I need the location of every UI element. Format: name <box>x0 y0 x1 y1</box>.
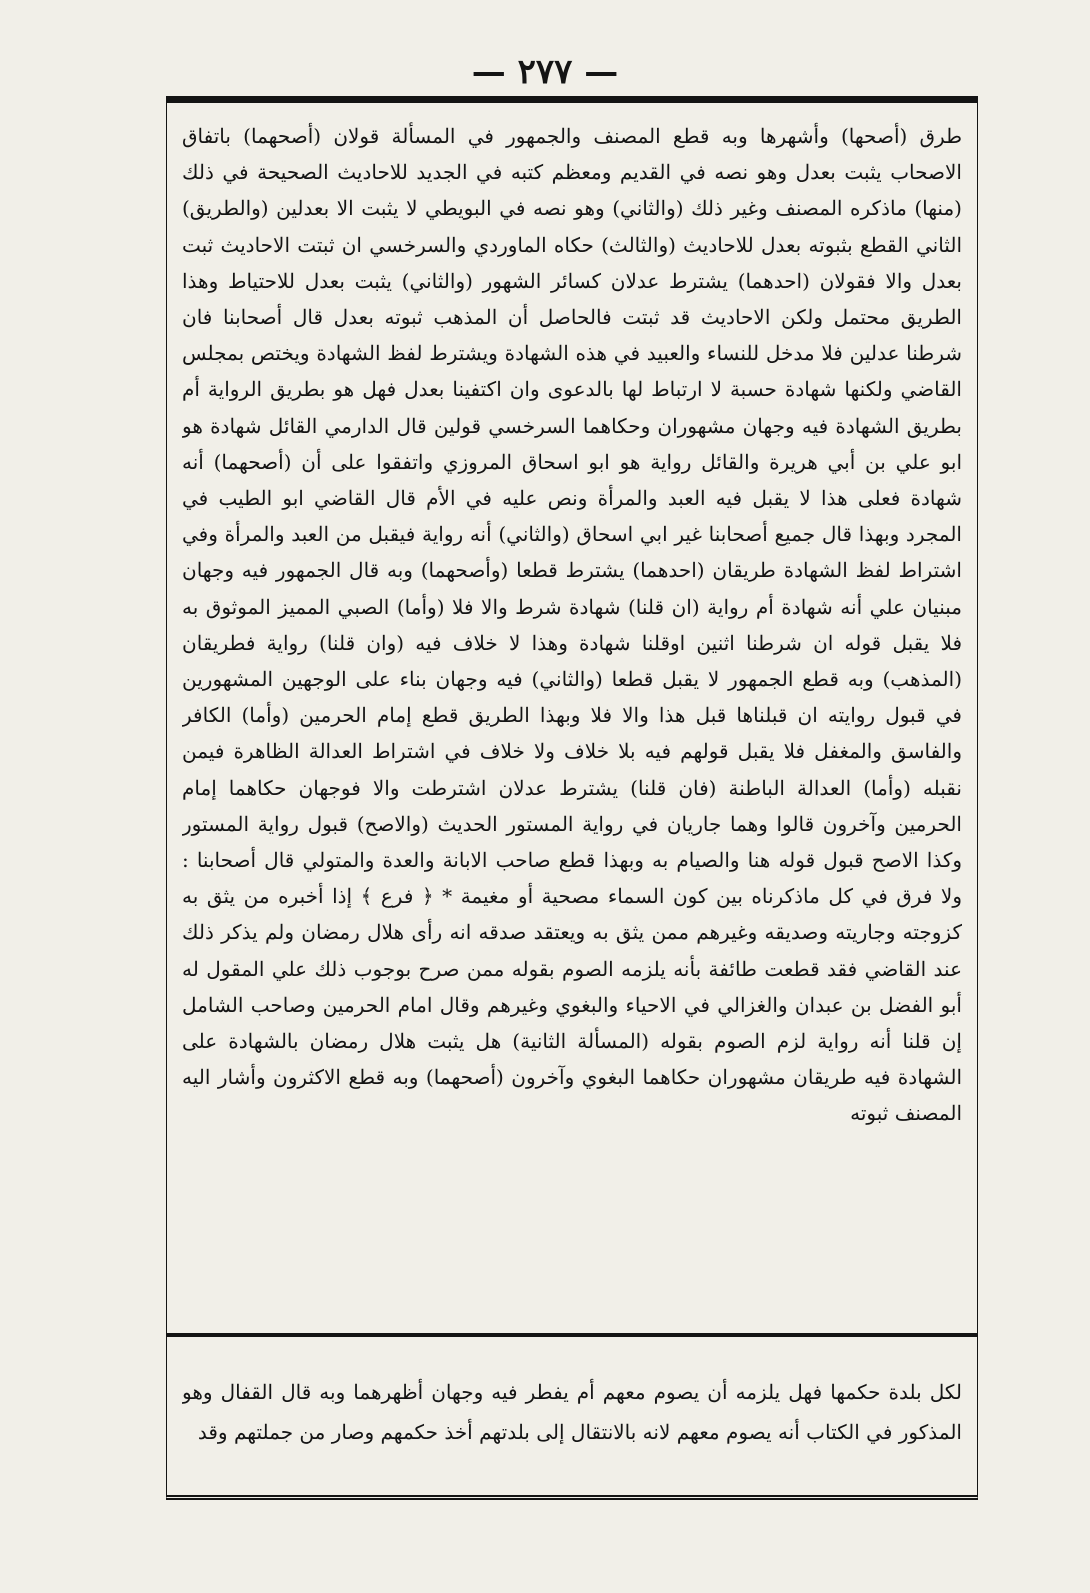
footnote-body: لكل بلدة حكمها فهل يلزمه أن يصوم معهم أم يفطر فيه وجهان أظهرهما وبه قال القفال وهو المذكور في الكتاب أنه يصوم معهم لانه بالانتقال إلى بلدتهم أخذ حكمهم وصار من جملتهم وقد <box>182 1380 962 1444</box>
footnote <box>182 1352 962 1462</box>
page-number: — ٢٧٧ — <box>471 52 619 92</box>
main-text-body: طرق (أصحها) وأشهرها وبه قطع المصنف والجمهور في المسألة قولان (أصحهما) باتفاق الاصحاب يثبت بعدل وهو نصه في القديم ومعظم كتبه في الجديد للاحاديث الصحيحة في ذلك (منها) ماذكره المصنف وغير ذلك (والثاني) وهو نصه في البويطي لا يثبت الا بعدلين (والطريق) الثاني القطع بثبوته بعدل للاحاديث (والثالث) حكاه الماوردي والسرخسي ان ثبتت الاحاديث ثبت بعدل والا فقولان (احدهما) يشترط عدلان كسائر الشهور (والثاني) يثبت بعدل للاحتياط وهذا الطريق محتمل ولكن الاحاديث قد ثبتت فالحاصل أن المذهب ثبوته بعدل قال أصحابنا فان شرطنا عدلين فلا مدخل للنساء والعبيد في هذه الشهادة ويشترط لفظ الشهادة ويختص بمجلس القاضي ولكنها شهادة حسبة لا ارتباط لها بالدعوى وان اكتفينا بعدل فهل هو بطريق الرواية أم بطريق الشهادة فيه وجهان مشهوران وحكاهما السرخسي قولين قال الدارمي القائل شهادة هو ابو علي بن أبي هريرة والقائل رواية هو ابو اسحاق المروزي واتفقوا على أن (أصحهما) أنه شهادة فعلى هذا لا يقبل فيه العبد والمرأة ونص عليه في الأم قال القاضي ابو الطيب في المجرد وبهذا قال جميع أصحابنا غير ابي اسحاق (والثاني) أنه رواية فيقبل من العبد والمرأة وفي اشتراط لفظ الشهادة طريقان (احدهما) يشترط قطعا (وأصحهما) وبه قال الجمهور فيه وجهان مبنيان علي أنه شهادة أم رواية (ان قلنا) شهادة شرط والا فلا (وأما) الصبي المميز الموثوق به فلا يقبل قوله ان شرطنا اثنين اوقلنا شهادة وهذا لا خلاف فيه (وان قلنا) رواية فطريقان (المذهب) وبه قطع الجمهور لا يقبل قطعا (والثاني) فيه وجهان بناء على الوجهين المشهورين في قبول روايته ان قبلناها قبل هذا والا فلا وبهذا الطريق قطع إمام الحرمين (وأما) الكافر والفاسق والمغفل فلا يقبل قولهم فيه بلا خلاف ولا خلاف في اشتراط العدالة الظاهرة فيمن نقبله (وأما) العدالة الباطنة (فان قلنا) يشترط عدلان اشترطت والا فوجهان حكاهما إمام الحرمين وآخرون قالوا وهما جاريان في رواية المستور الحديث (والاصح) قبول رواية المستور وكذا الاصح قبول قوله هنا والصيام به وبهذا قطع صاحب الابانة والعدة والمتولي قال أصحابنا : ولا فرق في كل ماذكرناه بين كون السماء مصحية أو مغيمة * ﴿ فرع ﴾ إذا أخبره من يثق به كزوجته وجاريته وصديقه وغيرهم ممن يثق به ويعتقد صدقه انه رأى هلال رمضان ولم يذكر ذلك عند القاضي فقد قطعت طائفة بأنه يلزمه الصوم بقوله ممن صرح بوجوب ذلك علي المقول له أبو الفضل بن عبدان والغزالي في الاحياء والبغوي وغيرهم وقال امام الحرمين وصاحب الشامل إن قلنا أنه رواية لزم الصوم بقوله (المسألة الثانية) هل يثبت هلال رمضان بالشهادة على الشهادة فيه طريقان مشهوران حكاهما البغوي وآخرون (أصحهما) وبه قطع الاكثرون وأشار اليه المصنف ثبوته <box>182 124 962 1126</box>
footnote-separator <box>166 1333 978 1337</box>
main-text <box>182 118 962 1324</box>
